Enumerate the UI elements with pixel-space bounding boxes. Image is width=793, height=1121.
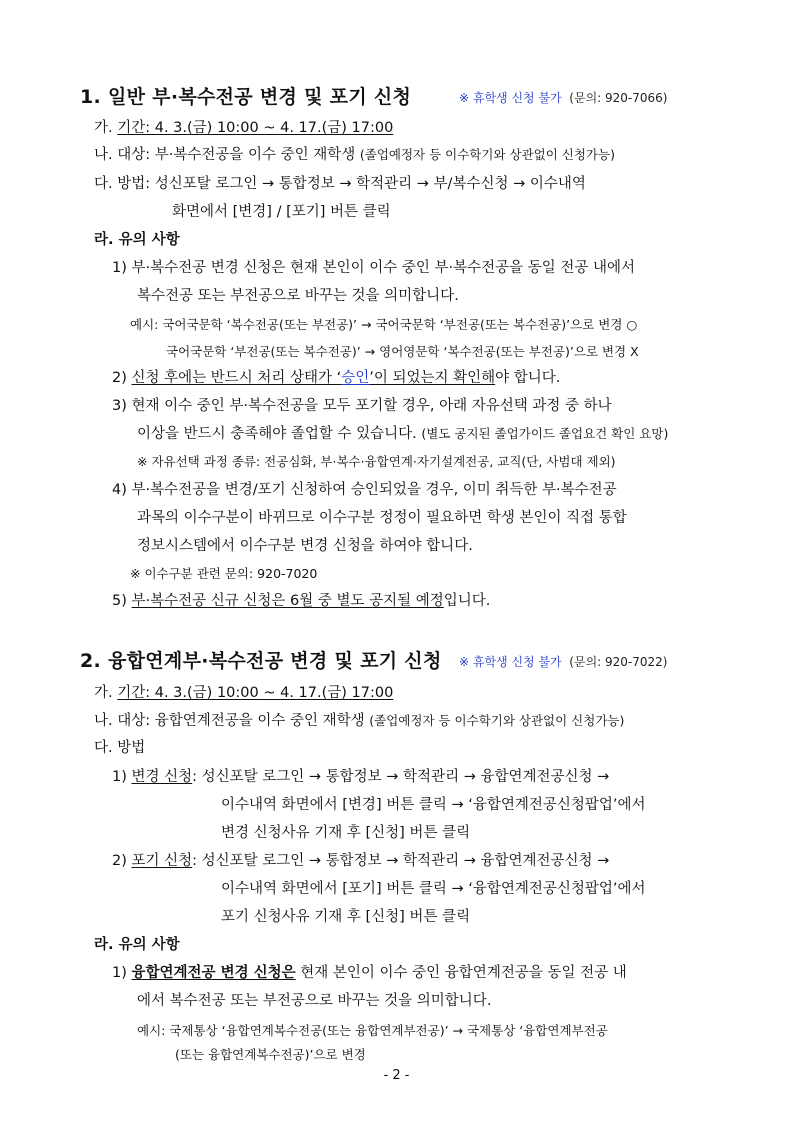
section-1-note-mark: ※ 휴학생 신청 불가	[459, 91, 562, 105]
s1-example-2: 국어국문학 ‘부전공(또는 복수전공)’ → 영어영문학 ‘복수전공(또는 부전공)’으로 변경 X	[166, 344, 639, 359]
s1-item3-types: ※ 자유선택 과정 종류: 전공심화, 부·복수·융합연계·자기설계전공, 교직(단, 사범대 제외)	[137, 454, 616, 469]
s1-item1-line2: 복수전공 또는 부전공으로 바꾸는 것을 의미합니다.	[137, 288, 459, 304]
item5-tail: 입니다.	[443, 593, 491, 609]
period-prefix: 가.	[94, 120, 118, 136]
section-2-target	[94, 711, 624, 731]
item2-approved-word: 승인	[341, 370, 370, 386]
s2-method2-line1	[112, 851, 609, 871]
note1-bold: 융합연계전공 변경 신청은	[131, 965, 296, 981]
item2-underlined-2: ’이 되었는지 확인해	[369, 370, 496, 386]
s2-example-2: (또는 융합연계복수전공)’으로 변경	[175, 1047, 366, 1062]
item2-tail: 야 합니다.	[495, 370, 561, 386]
s2-method1-line3: 변경 신청사유 기재 후 [신청] 버튼 클릭	[221, 825, 471, 841]
section-1-notes-heading: 라. 유의 사항	[94, 232, 180, 248]
section-2-notes-heading: 라. 유의 사항	[94, 937, 180, 953]
s1-item4-contact: ※ 이수구분 관련 문의: 920-7020	[130, 566, 318, 581]
s1-example-1: 예시: 국어국문학 ‘복수전공(또는 부전공)’ → 국어국문학 ‘부전공(또는 복수전공)’으로 변경 ○	[130, 317, 638, 332]
section-2-title: 2. 융합연계부·복수전공 변경 및 포기 신청	[80, 650, 442, 672]
item2-underlined-1: 신청 후에는 반드시 처리 상태가 ‘	[131, 370, 342, 386]
s1-item2	[112, 368, 560, 388]
s2-method1-line1	[112, 767, 609, 787]
section-2-note-mark: ※ 휴학생 신청 불가	[459, 655, 562, 669]
s1-item4-line2: 과목의 이수구분이 바뀌므로 이수구분 정정이 필요하면 학생 본인이 직접 통합	[137, 510, 627, 526]
method2-label: 포기 신청	[131, 853, 193, 869]
section-1-method-line1: 다. 방법: 성신포탈 로그인 → 통합정보 → 학적관리 → 부/복수신청 → 이수내역	[94, 176, 586, 192]
section-2-note	[459, 652, 667, 672]
section-1-contact: (문의: 920-7066)	[569, 91, 668, 105]
period-text: 기간: 4. 3.(금) 10:00 ~ 4. 17.(금) 17:00	[117, 120, 394, 136]
method2-number: 2)	[112, 853, 132, 869]
item5-underlined: 부·복수전공 신규 신청은 6월 중 별도 공지될 예정	[131, 593, 444, 609]
method1-text: : 성신포탈 로그인 → 통합정보 → 학적관리 → 융합연계전공신청 →	[192, 769, 610, 785]
s2-note1-line1	[112, 963, 627, 983]
section-1-method-line2: 화면에서 [변경] / [포기] 버튼 클릭	[172, 204, 391, 220]
s1-item5	[112, 591, 490, 611]
section-1-title: 1. 일반 부·복수전공 변경 및 포기 신청	[80, 86, 412, 108]
target-note: (졸업예정자 등 이수학기와 상관없이 신청가능)	[359, 147, 615, 162]
target-text: 나. 대상: 융합연계전공을 이수 중인 재학생	[94, 713, 365, 729]
page-number: - 2 -	[383, 1068, 410, 1083]
s1-item4-line3: 정보시스템에서 이수구분 변경 신청을 하여야 합니다.	[137, 538, 473, 554]
s2-example-1: 예시: 국제통상 ‘융합연계복수전공(또는 융합연계부전공)’ → 국제통상 ‘융합연계부전공	[137, 1023, 608, 1038]
note1-number: 1)	[112, 965, 132, 981]
s2-method2-line2: 이수내역 화면에서 [포기] 버튼 클릭 → ‘융합연계전공신청팝업’에서	[221, 881, 646, 897]
note1-text: 현재 본인이 이수 중인 융합연계전공을 동일 전공 내	[295, 965, 627, 981]
section-2-method-heading: 다. 방법	[94, 740, 146, 756]
s1-item3-line1: 3) 현재 이수 중인 부·복수전공을 모두 포기할 경우, 아래 자유선택 과정 중 하나	[112, 398, 612, 414]
s1-item3-line2	[137, 424, 668, 444]
section-1-target	[94, 145, 615, 165]
method2-text: : 성신포탈 로그인 → 통합정보 → 학적관리 → 융합연계전공신청 →	[192, 853, 610, 869]
target-text: 나. 대상: 부·복수전공을 이수 중인 재학생	[94, 147, 356, 163]
s2-method1-line2: 이수내역 화면에서 [변경] 버튼 클릭 → ‘융합연계전공신청팝업’에서	[221, 797, 646, 813]
section-1-period	[94, 118, 393, 138]
s2-note1-line2: 에서 복수전공 또는 부전공으로 바꾸는 것을 의미합니다.	[137, 993, 492, 1009]
method1-label: 변경 신청	[131, 769, 193, 785]
method1-number: 1)	[112, 769, 132, 785]
target-note: (졸업예정자 등 이수학기와 상관없이 신청가능)	[369, 713, 625, 728]
section-1-note	[459, 88, 667, 108]
item3-text: 이상을 반드시 충족해야 졸업할 수 있습니다.	[137, 426, 422, 442]
section-2-contact: (문의: 920-7022)	[569, 655, 668, 669]
section-2-period	[94, 683, 393, 703]
s1-item1-line1: 1) 부·복수전공 변경 신청은 현재 본인이 이수 중인 부·복수전공을 동일 전공 내에서	[112, 260, 636, 276]
item5-number: 5)	[112, 593, 132, 609]
period-text: 기간: 4. 3.(금) 10:00 ~ 4. 17.(금) 17:00	[117, 685, 394, 701]
s1-item4-line1: 4) 부·복수전공을 변경/포기 신청하여 승인되었을 경우, 이미 취득한 부·복수전공	[112, 482, 617, 498]
item3-note: (별도 공지된 졸업가이드 졸업요건 확인 요망)	[421, 426, 669, 441]
s2-method2-line3: 포기 신청사유 기재 후 [신청] 버튼 클릭	[221, 909, 471, 925]
period-prefix: 가.	[94, 685, 118, 701]
item2-number: 2)	[112, 370, 132, 386]
